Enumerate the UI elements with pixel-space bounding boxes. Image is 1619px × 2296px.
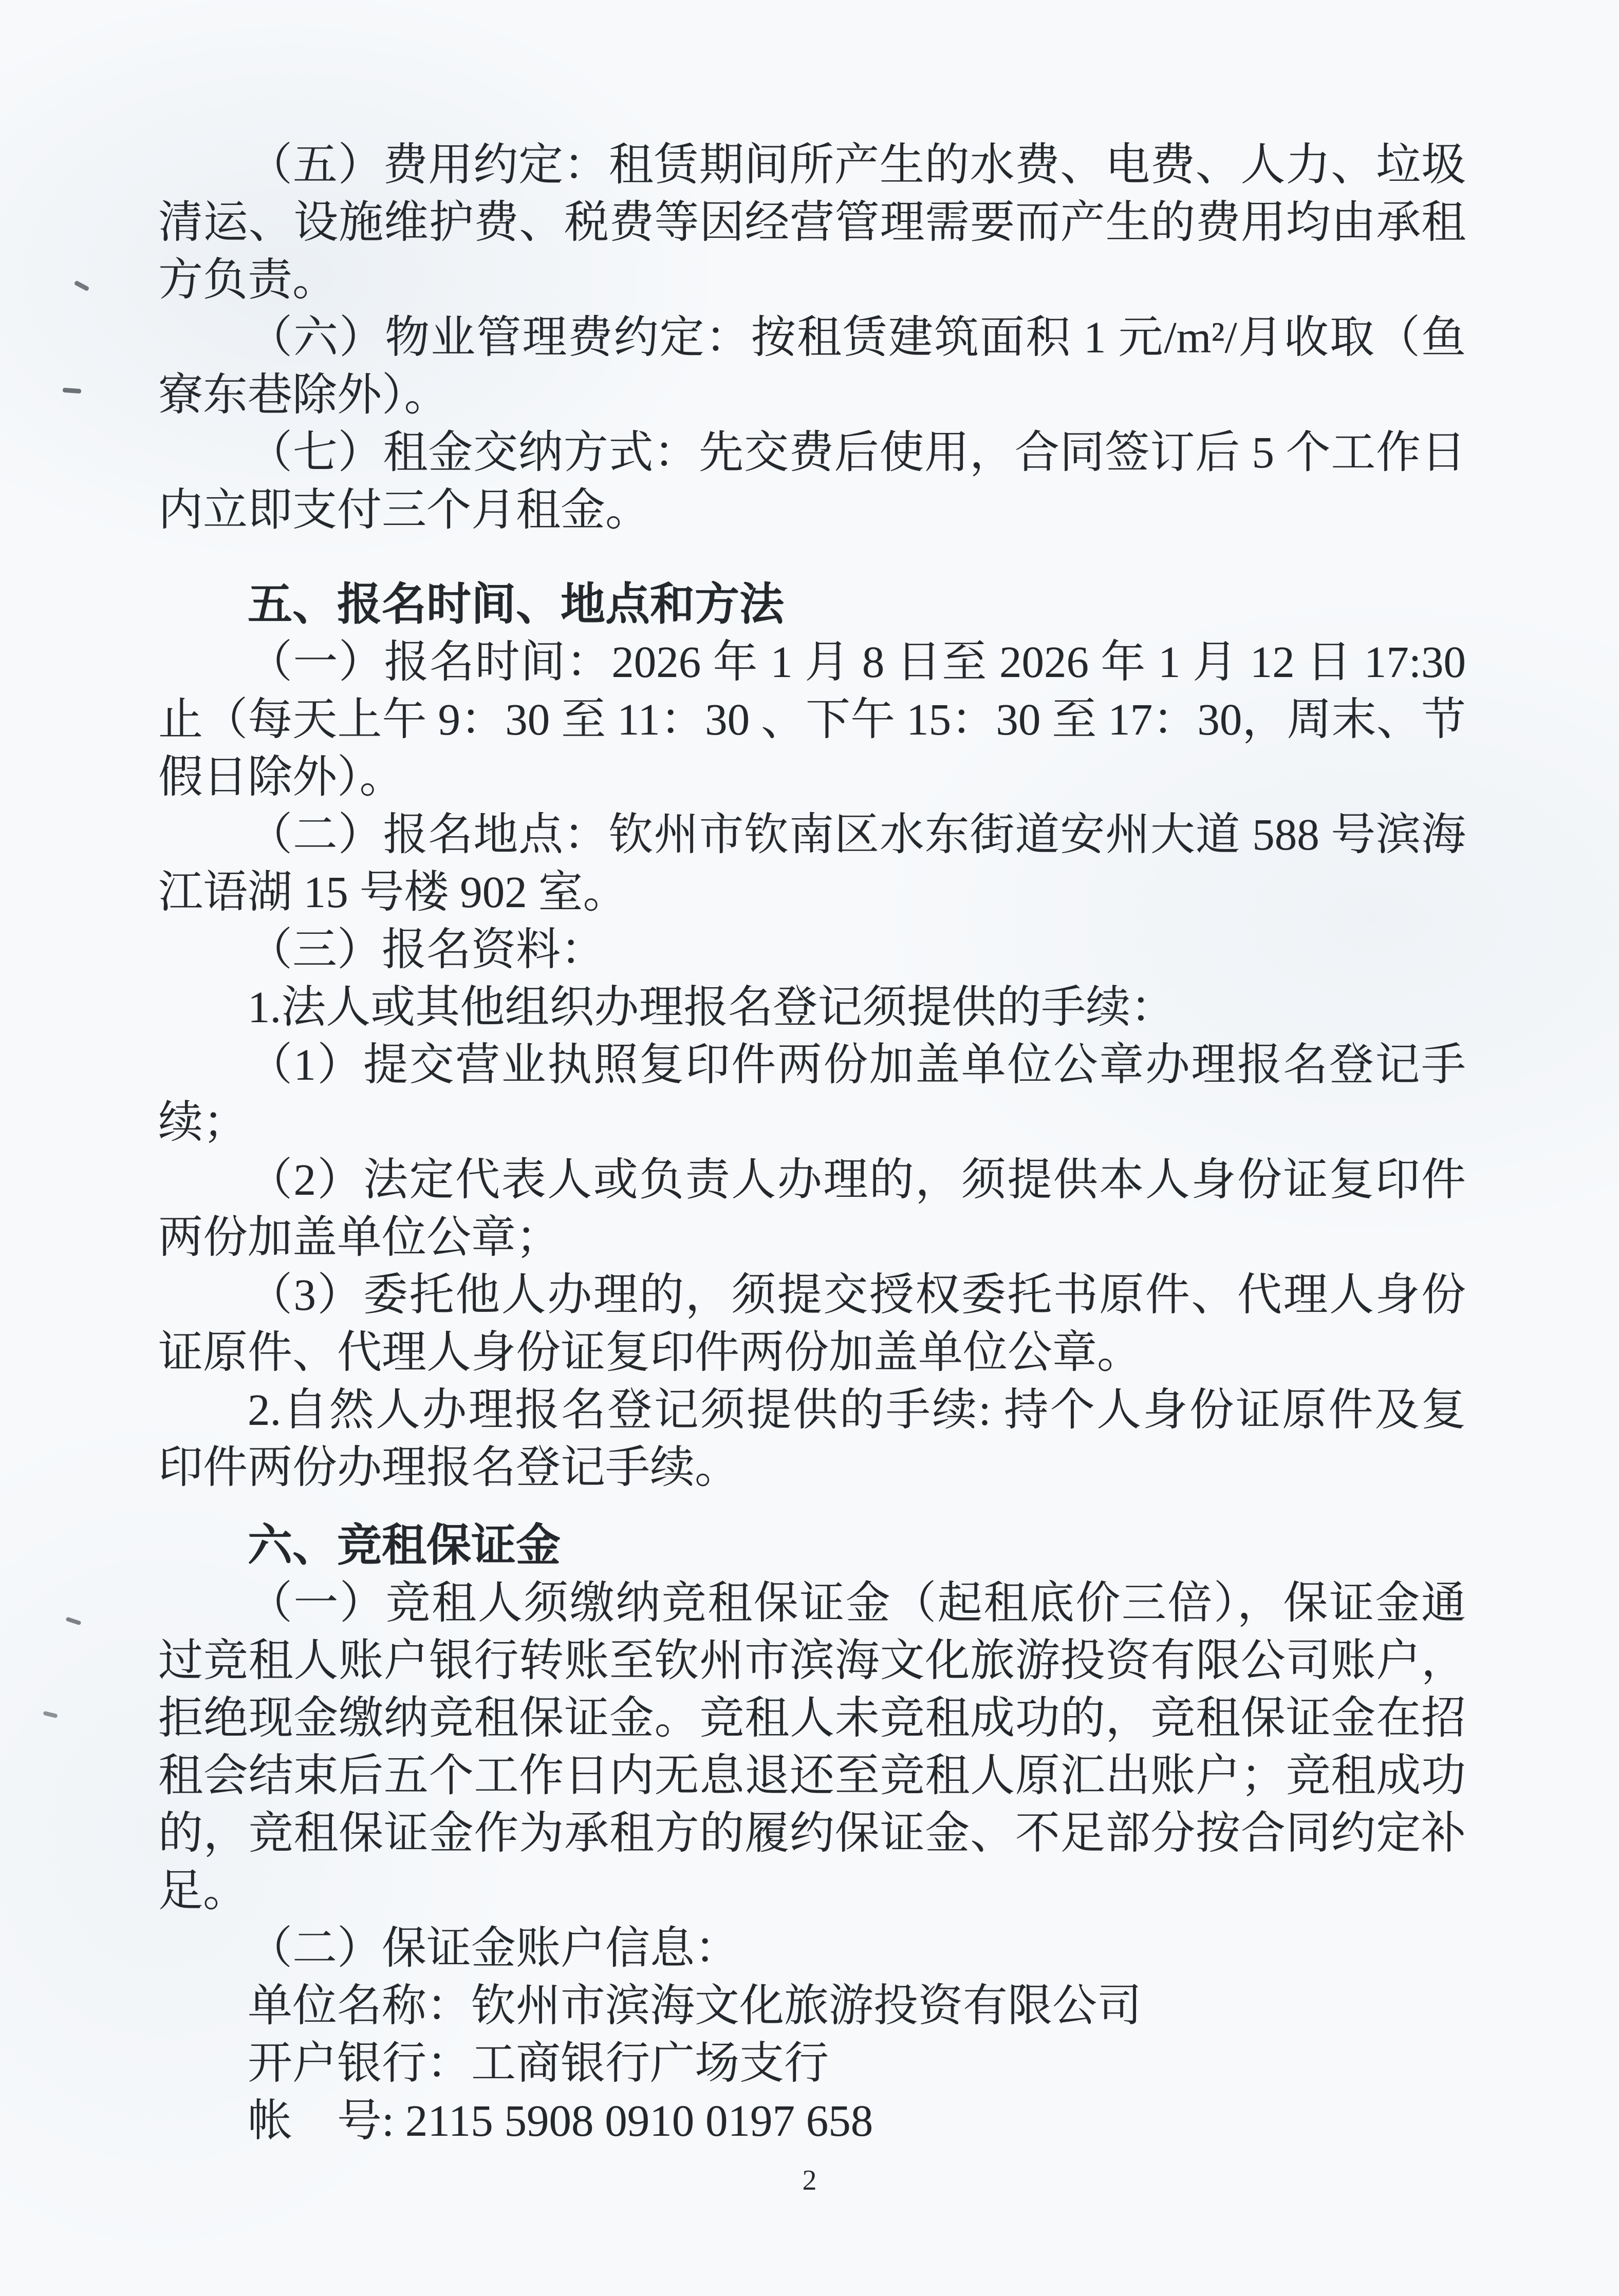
scan-artifact-mark xyxy=(63,388,82,393)
paragraph-account-bank: 开户银行：工商银行广场支行 xyxy=(248,2038,829,2088)
paragraph-fee-agreement: （五）费用约定：租赁期间所产生的水费、电费、人力、垃圾清运、设施维护费、税费等因经营管理需要而产生的费用均由承租方负责。 xyxy=(158,140,1466,305)
scan-artifact-mark xyxy=(74,280,90,291)
paragraph-natural-person-procedures: 2.自然人办理报名登记须提供的手续: 持个人身份证原件及复印件两份办理报名登记手续。 xyxy=(158,1385,1466,1492)
scan-artifact-mark xyxy=(43,1711,58,1719)
paragraph-property-management-fee: （六）物业管理费约定：按租赁建筑面积 1 元/m²/月收取（鱼寮东巷除外）。 xyxy=(158,312,1466,420)
document-body xyxy=(158,136,1466,2150)
paragraph-account-number: 帐 号: 2115 5908 0910 0197 658 xyxy=(248,2096,873,2146)
page-number: 2 xyxy=(802,2165,817,2196)
paragraph-deposit-rules: （一）竞租人须缴纳竞租保证金（起租底价三倍），保证金通过竞租人账户银行转账至钦州市滨海文化旅游投资有限公司账户，拒绝现金缴纳竞租保证金。竞租人未竞租成功的，竞租保证金在招租会结束后五个工作日内无息退还至竞租人原汇出账户；竞租成功的，竞租保证金作为承租方的履约保证金、不足部分按合同约定补足。 xyxy=(158,1578,1466,1915)
paragraph-registration-materials: （三）报名资料： xyxy=(248,925,605,974)
paragraph-item-3-agent: （3）委托他人办理的，须提交授权委托书原件、代理人身份证原件、代理人身份证复印件两份加盖单位公章。 xyxy=(158,1270,1466,1377)
paragraph-registration-time: （一）报名时间：2026 年 1 月 8 日至 2026 年 1 月 12 日 17:30 止（每天上午 9：30 至 11：30 、下午 15：30 至 17：30，周末、节假日除外）。 xyxy=(158,637,1466,802)
paragraph-legal-person-procedures: 1.法人或其他组织办理报名登记须提供的手续： xyxy=(248,982,1176,1032)
paragraph-rent-payment-method: （七）租金交纳方式：先交费后使用，合同签订后 5 个工作日内立即支付三个月租金。 xyxy=(158,427,1466,535)
paragraph-item-2-legal-representative: （2）法定代表人或负责人办理的，须提供本人身份证复印件两份加盖单位公章； xyxy=(158,1155,1466,1262)
heading-section-5-registration: 五、报名时间、地点和方法 xyxy=(248,579,784,629)
heading-section-6-deposit: 六、竞租保证金 xyxy=(248,1520,561,1570)
paragraph-account-company-name: 单位名称：钦州市滨海文化旅游投资有限公司 xyxy=(248,1981,1142,2030)
paragraph-registration-location: （二）报名地点：钦州市钦南区水东街道安州大道 588 号滨海江语湖 15 号楼 902 室。 xyxy=(158,810,1466,917)
scan-artifact-mark xyxy=(65,1617,81,1626)
paragraph-item-1-business-license: （1）提交营业执照复印件两份加盖单位公章办理报名登记手续； xyxy=(158,1040,1466,1147)
paragraph-deposit-account-info: （二）保证金账户信息： xyxy=(248,1923,739,1973)
